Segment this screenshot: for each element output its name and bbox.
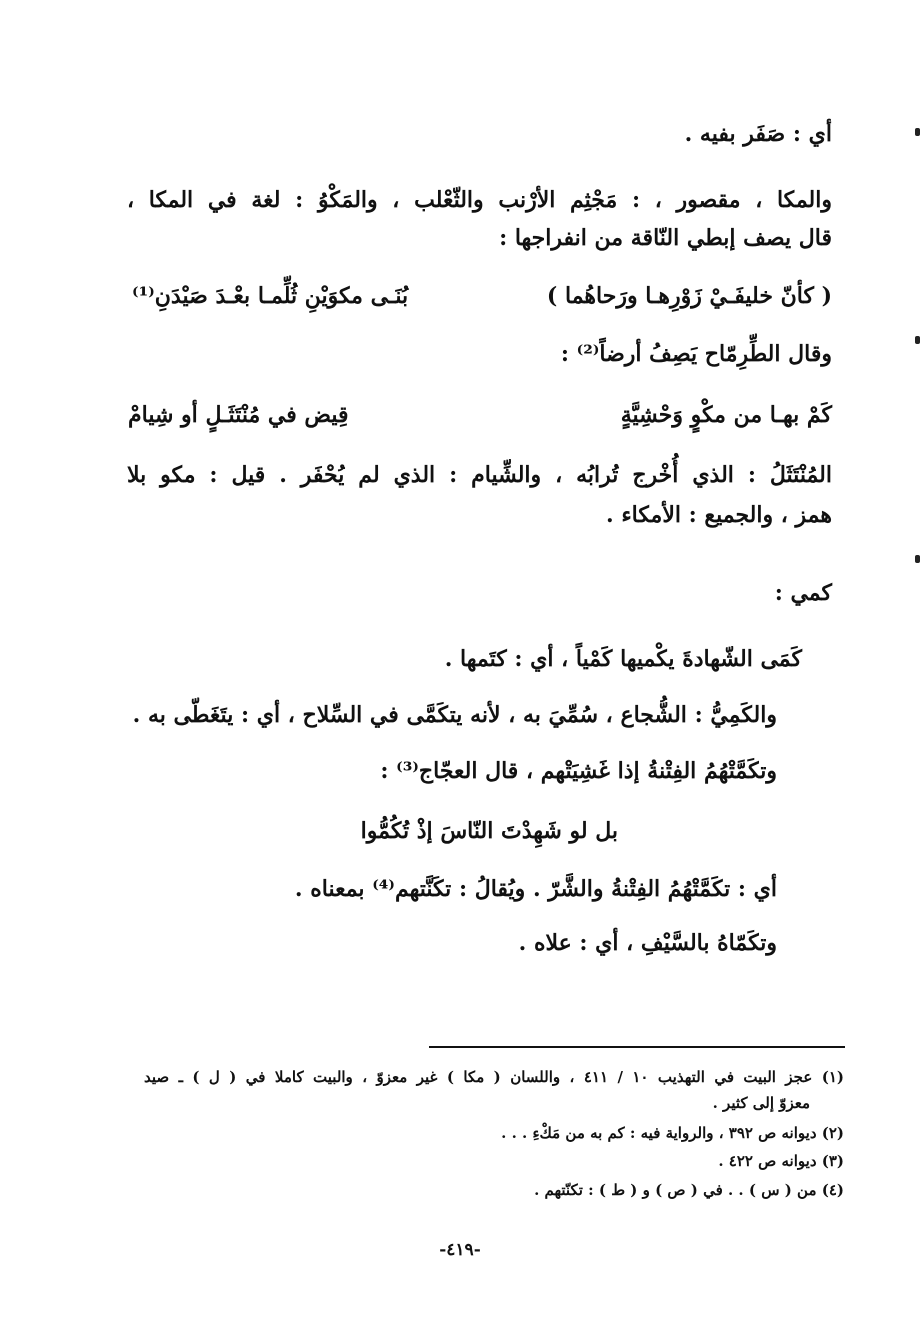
verse-hemistich-left: قِيض في مُنْتَثَـلٍ أو شِيامْ bbox=[128, 402, 349, 428]
text-line: والكَمِيُّ : الشُّجاع ، سُمِّيَ به ، لأنه يتكَمَّى في السِّلاح ، أي : يتَغَطّى به . bbox=[132, 702, 777, 728]
margin-mark bbox=[915, 555, 920, 563]
footnote: (١) عجز البيت في التهذيب ١٠ / ٤١١ ، واللسان ( مكا ) غير معزوّ ، والبيت كاملا في ( ل ) ـ صيد bbox=[144, 1068, 845, 1086]
text-line: كَمَى الشّهادةَ يكْميها كَمْياً ، أي : كتَمها . bbox=[444, 646, 802, 672]
text-line: همز ، والجميع : الأمكاء . bbox=[606, 502, 832, 528]
text-line: أي : تكَمَّتْهُمُ الفِتْنةُ والشَّرّ . ويُقالُ : تكَنَّتهم⁽⁴⁾ بمعناه . bbox=[294, 876, 777, 902]
footnote: معزوّ إلى كثير . bbox=[712, 1094, 810, 1112]
text-line: المُنْتَثَلُ : الذي أُخْرج تُرابُه ، والشِّيام : الذي لم يُحْفَر . قيل : مكو بلا bbox=[127, 462, 832, 488]
verse-hemistich-left: بُنَـى مكوَيْنِ ثُلِّمـا بعْـدَ صَيْدَنِ⁽¹⁾ bbox=[132, 283, 409, 309]
text-line: وتكَمَّتْهُمُ الفِتْنةُ إذا غَشِيَتْهم ، قال العجّاج⁽³⁾ : bbox=[380, 758, 777, 784]
text-line: وقال الطِّرِمّاح يَصِفُ أرضاً⁽²⁾ : bbox=[560, 341, 832, 367]
footnote: (٣) ديوانه ص ٤٢٢ . bbox=[718, 1152, 844, 1170]
footnote: (٤) من ( س ) . . في ( ص ) و ( ط ) : تكنّتهم . bbox=[534, 1181, 844, 1199]
entry-heading: كمي : bbox=[774, 580, 832, 606]
text-line: وتكَمّاهُ بالسَّيْفِ ، أي : علاه . bbox=[518, 930, 777, 956]
text-line: قال يصف إبطي النّاقة من انفراجها : bbox=[499, 225, 832, 251]
text-line: والمكا ، مقصور ، : مَجْثِم الأرْنب والثّعْلب ، والمَكْوُ : لغة في المكا ، bbox=[127, 187, 832, 213]
margin-mark bbox=[915, 336, 920, 344]
verse-line: بل لو شَهِدْتَ النّاسَ إذْ تُكُمُّوا bbox=[360, 818, 618, 844]
verse-hemistich-right: ( كأنّ خليفَـيْ زَوْرِهـا ورَحاهُما ) bbox=[546, 283, 832, 309]
footnote: (٢) ديوانه ص ٣٩٢ ، والرواية فيه : كم به من مَكْءِ . . . bbox=[501, 1124, 844, 1142]
page-number: -٤١٩- bbox=[439, 1240, 481, 1260]
footnote-divider bbox=[429, 1046, 845, 1048]
verse-hemistich-right: كَمْ بهـا من مكْوٍ وَحْشِيَّةٍ bbox=[620, 402, 832, 428]
text-line: أي : صَفَر بفيه . bbox=[684, 121, 832, 147]
margin-mark bbox=[915, 128, 920, 136]
